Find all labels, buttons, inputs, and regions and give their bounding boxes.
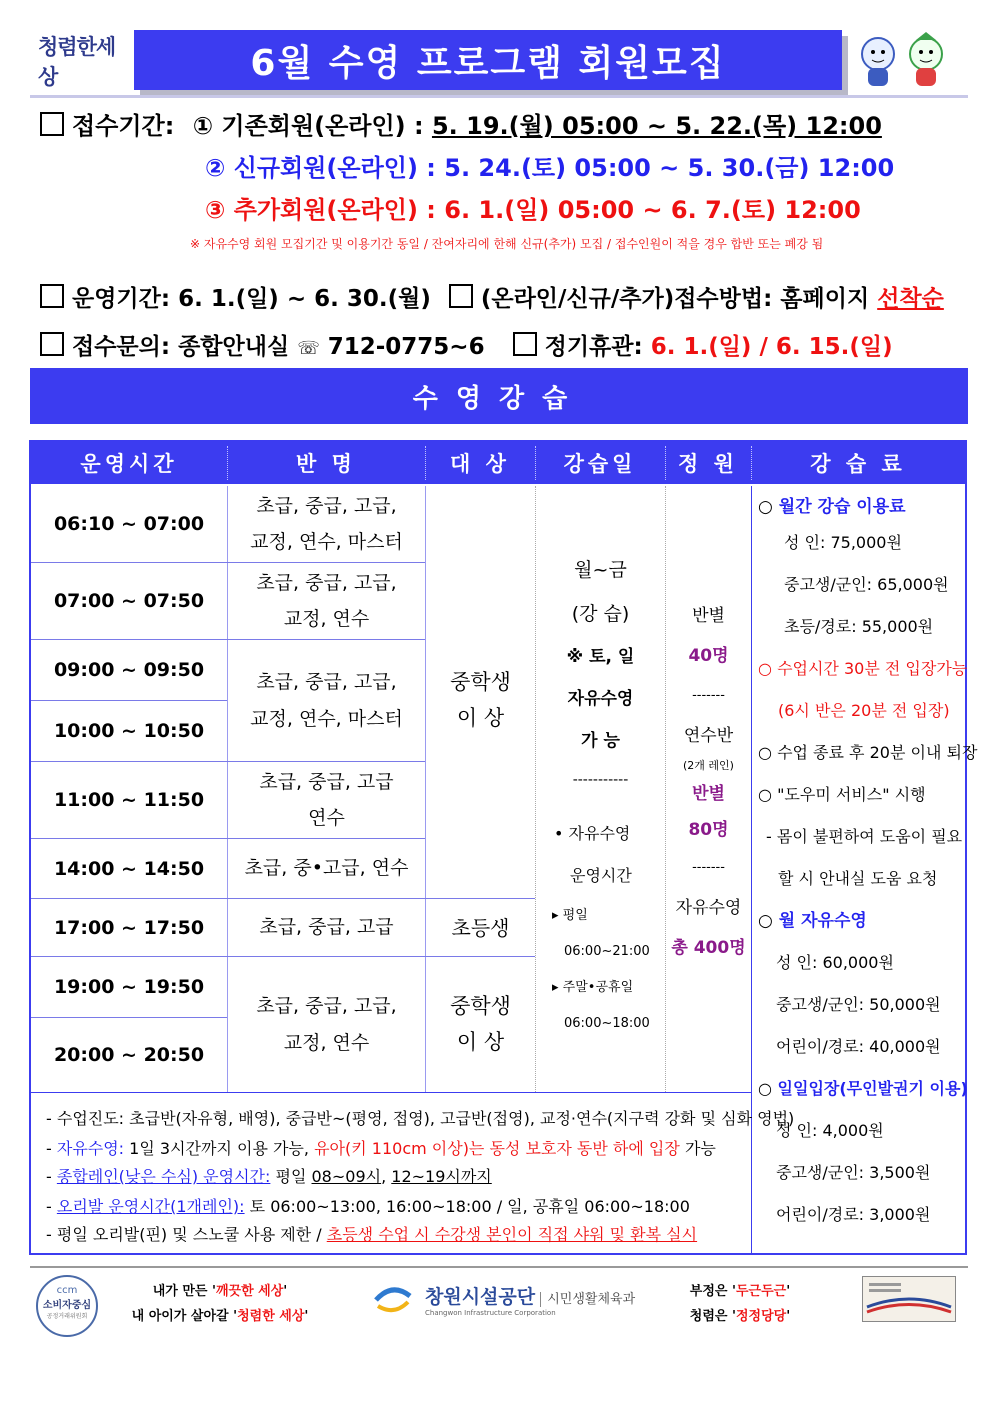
inquiry-line: 접수문의: 종합안내실 ☏ 712-0775~6 정기휴관: 6. 1.(일) / 6. 15.(일) — [40, 328, 893, 361]
target-cell: 초등생 — [451, 915, 510, 940]
time-cell: 10:00 ~ 10:50 — [53, 720, 205, 742]
class-cell: 초급, 중급, 고급 연수 — [259, 770, 394, 829]
phone-icon: ☏ — [297, 338, 320, 359]
time-cell: 20:00 ~ 20:50 — [53, 1044, 205, 1066]
checkbox-icon — [40, 112, 64, 136]
org-logo-icon — [372, 1282, 414, 1320]
ccm-logo: ccm 소비자중심 공정거래위원회 — [36, 1275, 98, 1337]
header-time: 운영시간 — [80, 452, 178, 476]
header-capacity: 정 원 — [678, 452, 738, 476]
page-title: 6월 수영 프로그램 회원모집 — [134, 30, 842, 90]
header-divider — [30, 95, 968, 98]
checkbox-icon — [513, 332, 537, 356]
note-fins-restriction: - 평일 오리발(핀) 및 스노쿨 사용 제한 / 초등생 수업 시 수강생 본인이 직접 샤워 및 환복 실시 — [46, 1225, 698, 1244]
time-cell: 07:00 ~ 07:50 — [53, 590, 205, 612]
org-name: 창원시설공단 시민생활체육과 Changwon Infrastructure Corporation — [425, 1286, 636, 1317]
time-cell: 19:00 ~ 19:50 — [53, 976, 205, 998]
table-header — [31, 442, 965, 484]
integrity-logo: 청렴한세상 — [38, 35, 116, 89]
divider: ----------- — [572, 772, 629, 788]
time-cell: 17:00 ~ 17:50 — [53, 916, 205, 939]
time-cell: 06:10 ~ 07:00 — [53, 513, 205, 535]
certification-mark-icon — [862, 1276, 956, 1322]
reception-line-3: ③ 추가회원(온라인) : 6. 1.(일) 05:00 ~ 6. 7.(토) 12:00 — [205, 196, 861, 224]
checkbox-icon — [449, 284, 473, 308]
header-target: 대 상 — [450, 452, 510, 476]
target-cell: 중학생 이 상 — [450, 994, 511, 1054]
note-free-swim: - 자유수영: 1일 3시간까지 이용 가능, 유아(키 110cm 이상)는 동성 보호자 동반 하에 입장 가능 — [46, 1139, 716, 1158]
class-cell: 초급, 중급, 고급, 교정, 연수, 마스터 — [250, 671, 403, 730]
reception-line-2: ② 신규회원(온라인) : 5. 24.(토) 05:00 ~ 5. 30.(금) 12:00 — [205, 154, 895, 182]
operation-line: 운영기간: 6. 1.(일) ~ 6. 30.(월) (온라인/신규/추가)접수방법: 홈페이지 선착순 — [40, 280, 944, 313]
class-cell: 초급, 중급, 고급, 교정, 연수 — [256, 995, 397, 1054]
free-swim-hours: • 자유수영 운영시간 — [554, 824, 632, 885]
checkbox-icon — [40, 284, 64, 308]
class-cell: 초급, 중•고급, 연수 — [244, 857, 409, 880]
class-cell: 초급, 중급, 고급 — [259, 916, 394, 939]
days-cell: 월~금 (강 습) ※ 토, 일 자유수영 가 능 — [566, 559, 635, 751]
checkbox-icon — [40, 332, 64, 356]
footer-divider — [30, 1266, 968, 1268]
header-fee: 강 습 료 — [810, 452, 906, 476]
integrity-slogan: 내가 만든 '깨끗한 세상' 내 아이가 살아갈 '청렴한 세상' — [131, 1284, 309, 1324]
note-fins-hours: - 오리발 운영시간(1개레인): 토 06:00~13:00, 16:00~18:00 / 일, 공휴일 06:00~18:00 — [46, 1197, 690, 1216]
reception-note: ※ 자유수영 회원 모집기간 및 이용기간 동일 / 잔여자리에 한해 신규(추가) 모집 / 접수인원이 적을 경우 합반 또는 폐강 됨 — [190, 237, 824, 251]
class-cell: 초급, 중급, 고급, 교정, 연수, 마스터 — [250, 494, 403, 553]
note-lane: - 종합레인(낮은 수심) 운영시간: 평일 08~09시, 12~19시까지 — [46, 1167, 492, 1186]
section-title: 수영강습 — [30, 368, 968, 424]
target-cell: 중학생 이 상 — [450, 669, 511, 730]
anti-corruption-slogan: 부정은 '두근두근' 청렴은 '정정당당' — [689, 1284, 791, 1324]
class-cell: 초급, 중급, 고급, 교정, 연수 — [256, 571, 397, 630]
time-cell: 14:00 ~ 14:50 — [53, 857, 205, 880]
reception-line-1: 접수기간: ① 기존회원(온라인) : 5. 19.(월) 05:00 ~ 5. 22.(목) 12:00 — [40, 106, 882, 141]
note-progress: - 수업진도: 초급반(자유형, 배영), 중급반~(평영, 접영), 고급반(접영), 교정·연수(지구력 강화 및 심화 영법) — [46, 1109, 795, 1128]
mascot-characters-icon — [850, 30, 960, 92]
time-cell: 11:00 ~ 11:50 — [53, 789, 205, 811]
capacity-cell: 반별 40명 ------- 연수반 (2개 레인) 반별 80명 ------- 자유수영 총 400명 — [671, 606, 746, 958]
fee-list: ○ 월간 강습 이용료 성 인: 75,000원 중고생/군인: 65,000원 초등/경로: 55,000원 ○ 수업시간 30분 전 입장가능 (6시 반은 20분 전 입장) ○ 수업 종료 후 20분 이내 퇴장 ○ "도우미 서비스" 시행 - 몸이 불편하여 도움이 필요 할 시 안내실 도움 요청 ○ 월 자유수영 성 인: 60,000원 중고생/군인: 50,000원 어린이/경로: 40,000원 ○ 일일입장(무인발권기 이용) 성 인: 4,000원 중고생/군인: 3,500원 어린이/경로: 3,000원 — [758, 497, 978, 1224]
header-days: 강습일 — [563, 452, 637, 476]
free-swim-times: ▸ 평일 06:00~21:00 ▸ 주말•공휴일 06:00~18:00 — [552, 908, 650, 1031]
header-class: 반 명 — [296, 452, 356, 476]
time-cell: 09:00 ~ 09:50 — [53, 659, 205, 681]
